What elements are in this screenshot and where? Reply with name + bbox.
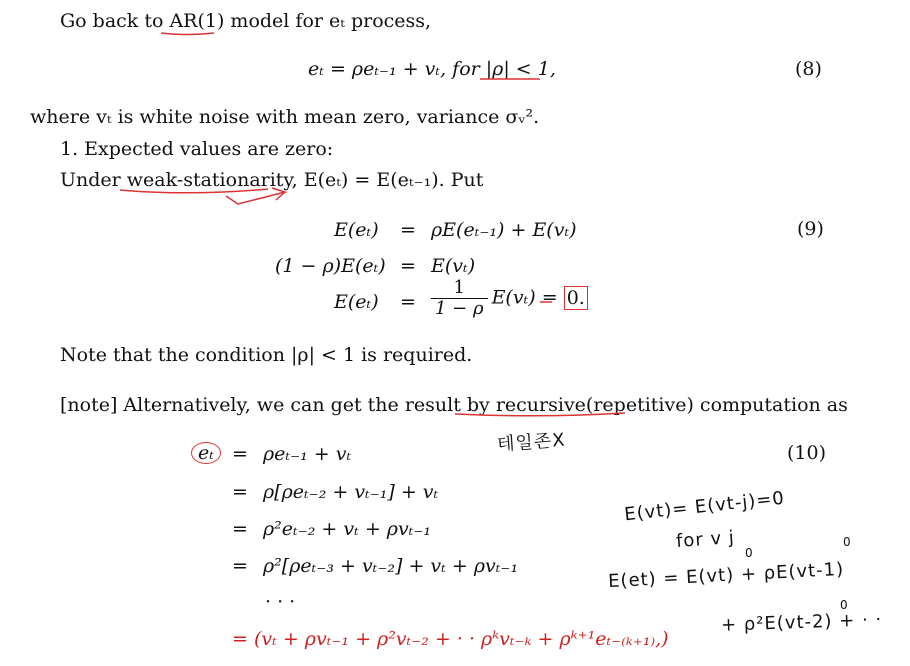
handwritten-zero-3: 0 [840,598,848,612]
eq10-equals-3: = [232,518,248,540]
handwritten-korean: 테일존X [496,429,567,456]
handwritten-h3: E(et) = E(vt) + ρE(vt-1) [607,558,845,593]
where-line: where vₜ is white noise with mean zero, variance σᵥ². [30,106,540,128]
eq9-line1-rhs: ρE(eₜ₋₁) + E(vₜ) [431,219,577,241]
item-1: 1. Expected values are zero: [60,138,334,160]
eq10-r5-text: = (vₜ + ρvₜ₋₁ + ρ²vₜ₋₂ + · · ρᵏvₜ₋ₖ + ρᵏ⁺¹eₜ₋₍ₖ₊₁₎,) [232,628,669,650]
eq10-r1: ρeₜ₋₁ + vₜ [263,443,352,465]
eq9-fraction [431,278,488,319]
eq10-equals-2: = [232,481,248,503]
eq10-r5 [232,627,669,651]
handwritten-h4: + ρ²E(vt-2) + · · [720,609,883,636]
circled-et: eₜ [191,442,221,464]
note-condition: Note that the condition |ρ| < 1 is required. [60,344,473,366]
handwritten-zero-2: 0 [843,535,851,549]
handwritten-zero-1: 0 [745,546,753,560]
fraction-numerator: 1 [431,278,488,299]
eq10-equals-1: = [232,443,248,465]
eq9-line2-rhs: E(vₜ) [431,255,476,277]
eq9-line1-lhs: E(eₜ) [334,219,379,241]
underline-ar1 [161,33,214,35]
fraction-denominator: 1 − ρ [435,298,484,319]
handwritten-h2: for v j [675,526,736,553]
intro-text: Go back to AR(1) model for eₜ process, [60,10,432,32]
eq10-r4: ρ²[ρeₜ₋₃ + vₜ₋₂] + vₜ + ρvₜ₋₁ [263,555,519,577]
equation-8-number: (8) [795,58,822,80]
eq10-r2: ρ[ρeₜ₋₂ + vₜ₋₁] + vₜ [263,481,439,503]
eq9-line2-lhs: (1 − ρ)E(eₜ) [275,255,386,277]
intro-line [60,10,431,32]
equation-8 [308,58,556,80]
eq10-dots: · · · [265,591,296,613]
note-alternative: [note] Alternatively, we can get the result by recursive(repetitive) computation as [60,394,848,416]
eq9-line3-lhs: E(eₜ) [334,291,379,313]
eq9-line2-equals: = [400,255,416,277]
equation-10-number: (10) [787,442,827,464]
eq9-line3-mid: E(vₜ) = [491,286,558,309]
eq9-line3-rhs [427,278,588,319]
handwritten-h1: E(vt)= E(vt-j)=0 [623,487,786,526]
under-line: Under weak-stationarity, E(eₜ) = E(eₜ₋₁). Put [60,169,484,191]
eq9-line1-equals: = [400,219,416,241]
eq10-r3: ρ²eₜ₋₂ + vₜ + ρvₜ₋₁ [263,518,432,540]
eq10-equals-4: = [232,555,248,577]
eq9-line3-equals: = [400,291,416,313]
equation-9-number: (9) [797,218,824,240]
eq10-lhs [191,441,221,465]
equation-8-text: eₜ = ρeₜ₋₁ + vₜ, for |ρ| < 1, [308,58,556,80]
boxed-zero: 0. [564,286,588,310]
